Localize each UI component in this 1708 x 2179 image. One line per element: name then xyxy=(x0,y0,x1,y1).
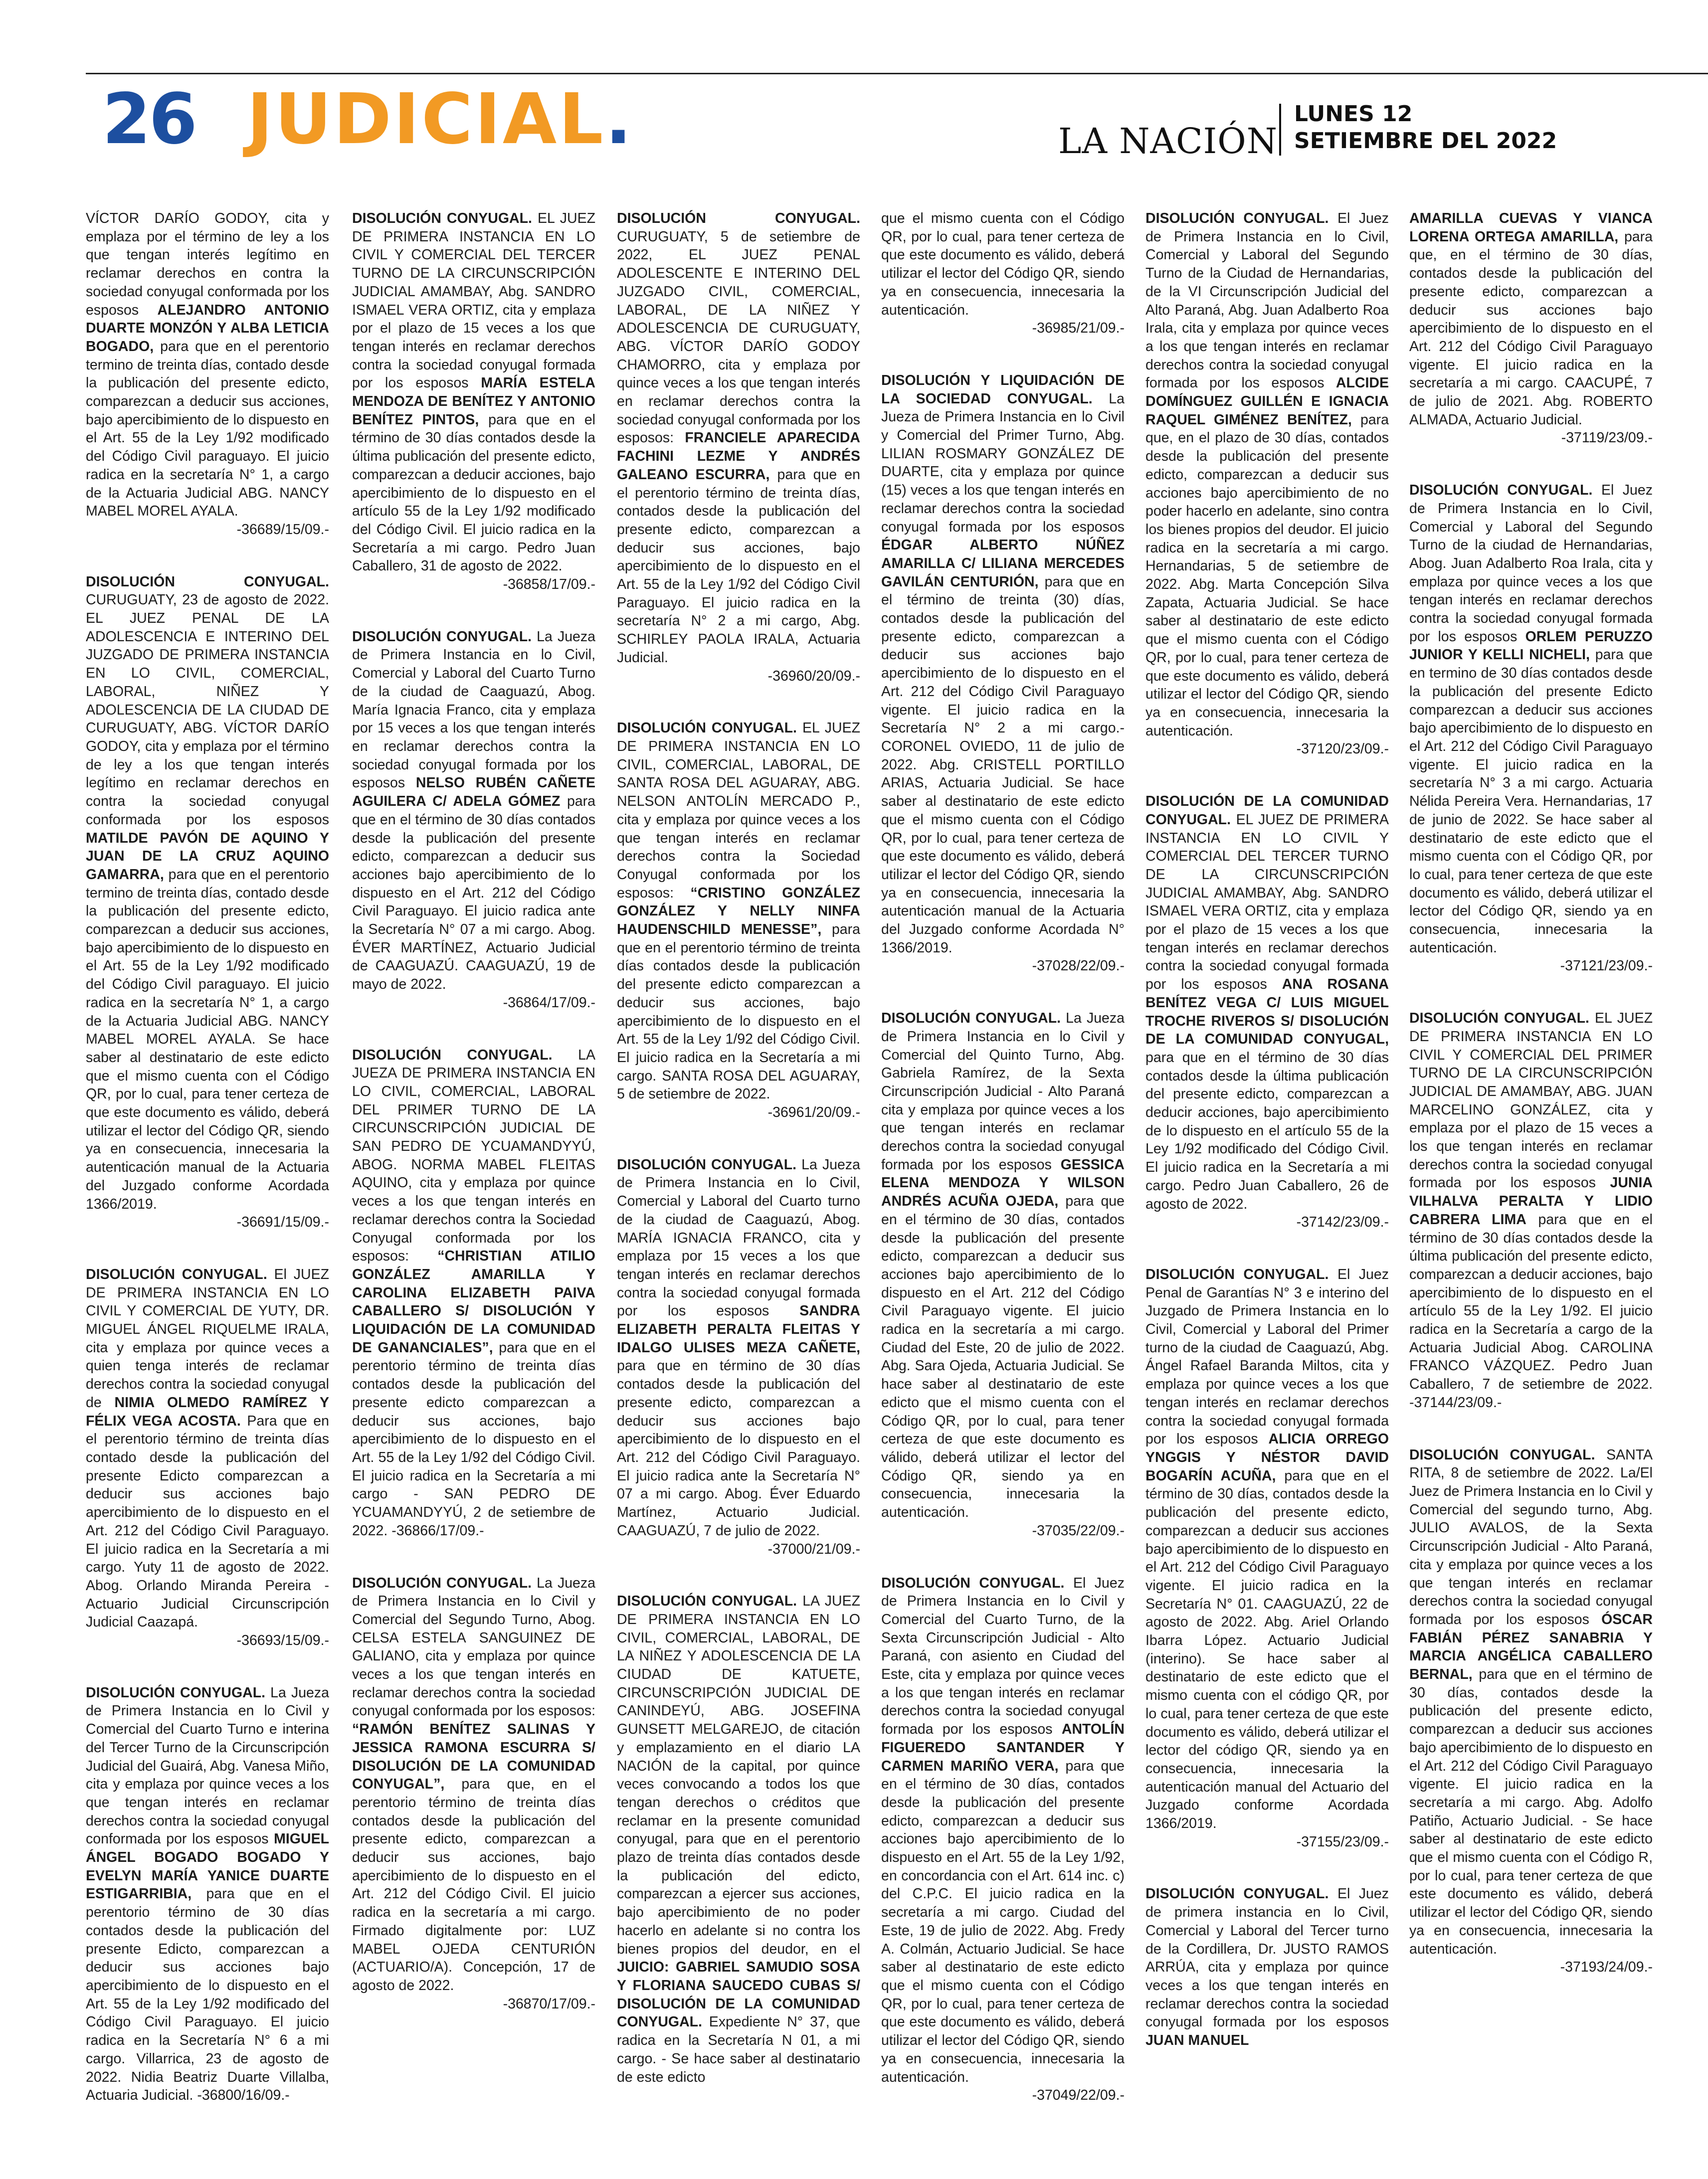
notice-body: La Jueza de Primera Instancia en lo Civil y Comercial del Primer Turno, Abg. LILIAN ROSMARY GONZÁLEZ DE DUARTE, cita y emplaza por quince (15) veces a los que tengan interés en reclamar derechos contra la sociedad conyugal formada por los esposos xyxy=(881,390,1125,535)
notice-reference: -37142/23/09.- xyxy=(1296,1214,1389,1231)
notice-text xyxy=(352,628,595,1012)
notice-reference: -37028/22/09.- xyxy=(1032,958,1125,974)
notice-reference: -36693/15/09.- xyxy=(236,1633,329,1649)
notice-body: LA JUEZA DE PRIMERA INSTANCIA EN LO CIVIL, COMERCIAL, LABORAL DEL PRIMER TURNO DE LA CIRCUNSCRIPCIÓN JUDICIAL DE SAN PEDRO DE YCUAMANDYYÚ, ABOG. NORMA MABEL FLEITAS AQUINO, cita y emplaza por quince veces a los que tengan interés en reclamar derechos contra la Sociedad Conyugal conformada por los esposos: xyxy=(352,1047,595,1265)
notice-body: para que en el perentorio termino de treinta días, contado desde la publicación del presente edicto, comparezcan a deducir sus acciones, bajo apercibimiento de lo dispuesto en el Art. 55 de la Ley 1/92 modificado del Código Civil paraguayo. El juicio radica en la secretaría N° 1, a cargo de la Actuaria Judicial ABG. NANCY MABEL MOREL AYALA. Se hace saber al destinatario de este edicto que el mismo cuenta con el Código QR, por lo cual, para tener certeza de que este documento es válido, deberá utilizar el lector del Código QR, siendo ya en consecuencia, innecesaria la autenticación manual de la Actuaria del Juzgado conforme Acordada 1366/2019. xyxy=(86,866,329,1212)
notice-party-names: DISOLUCIÓN CONYUGAL. xyxy=(1145,1266,1329,1282)
column-2 xyxy=(352,209,595,2174)
notice-party-names: DISOLUCIÓN CONYUGAL. xyxy=(1145,210,1329,226)
notice-text xyxy=(617,1156,860,1558)
notice-party-names: JUNIA VILHALVA PERALTA Y LIDIO CABRERA LIMA xyxy=(1409,1175,1653,1228)
notice-body: La Jueza de Primera Instancia en lo Civil, Comercial y Laboral del Cuarto Turno de la ciudad de Caaguazú, Abog. María Ignacia Franco, cita y emplaza por 15 veces a los que tengan interés en reclamar derechos contra la sociedad conyugal formada por los esposos xyxy=(352,628,595,791)
notice-text xyxy=(881,209,1125,338)
legal-notice xyxy=(881,209,1125,338)
notice-body: El Juez de Primera Instancia en lo Civil, Comercial y Laboral del Segundo Turno de la ciudad de Hernandarias, Abog. Juan Adalberto Roa Irala, cita y emplaza por quince veces a los que tengan interés en reclamar derechos contra la sociedad conyugal formada por los esposos xyxy=(1409,482,1653,645)
notice-body: que el mismo cuenta con el Código QR, por lo cual, para tener certeza de que este documento es válido, deberá utilizar el lector del Código QR, siendo ya en consecuencia, innecesaria la autenticación. xyxy=(881,210,1125,318)
legal-notice xyxy=(352,209,595,594)
notice-party-names: DISOLUCIÓN CONYUGAL. xyxy=(86,573,329,590)
notice-reference: -36691/15/09.- xyxy=(236,1214,329,1231)
notice-reference: -37000/21/09.- xyxy=(767,1541,860,1557)
notice-party-names: DISOLUCIÓN CONYUGAL. xyxy=(1145,1886,1329,1902)
notice-body: La Jueza de Primera Instancia en lo Civil y Comercial del Cuarto Turno e interina del Tercer Turno de la Circunscripción Judicial del Guairá, Abg. Vanesa Miño, cita y emplaza por quince veces a los que tengan interés en reclamar derechos contra la sociedad conyugal conformada por los esposos xyxy=(86,1684,329,1847)
legal-notice xyxy=(881,371,1125,975)
notice-party-names: MATILDE PAVÓN DE AQUINO Y JUAN DE LA CRUZ AQUINO GAMARRA, xyxy=(86,830,329,883)
notice-body: Para que en el perentorio término de treinta días contado desde la publicación del presente Edicto comparezcan a deducir sus acciones bajo apercibimiento de lo dispuesto en el Art. 212 del Código Civil Paraguayo. El juicio radica en la Secretaría a mi cargo. Yuty 11 de agosto de 2022. Abog. Orlando Miranda Pereira - Actuario Judicial Circunscripción Judicial Caazapá. xyxy=(86,1413,329,1631)
legal-notice xyxy=(1145,1266,1389,1851)
notice-body: La Jueza de Primera Instancia en lo Civil, Comercial y Laboral del Cuarto turno de la ciudad de Caaguazú, Abog. MARÍA IGNACIA FRANCO, cita y emplaza por 15 veces a los que tengan interés en reclamar derechos contra la sociedad conyugal formada por los esposos xyxy=(617,1156,860,1319)
notice-body: para que en el término de treinta (30) días, contados desde la publicación del presente edicto, comparezcan a deducir sus acciones bajo apercibimiento de lo dispuesto en el Art. 212 del Código Civil Paraguayo vigente. El juicio radica en la Secretaría N° 2 a mi cargo.- CORONEL OVIEDO, 11 de julio de 2022. Abg. CRISTELL PORTILLO ARIAS, Actuaria Judicial. Se hace saber al destinatario de este edicto que el mismo cuenta con el Código QR, por lo cual, para tener certeza de que este documento es válido, deberá utilizar el lector del Código QR, siendo ya en consecuencia, innecesaria la autenticación manual de la Actuaria del Juzgado conforme Acordada N° 1366/2019. xyxy=(881,573,1125,956)
notice-body: EL JUEZ DE PRIMERA INSTANCIA EN LO CIVIL, COMERCIAL, LABORAL, DE SANTA ROSA DEL AGUARAY, ABG. NELSON ANTOLÍN MERCADO P., cita y emplaza por quince veces a los que tengan interés en reclamar derechos contra la Sociedad Conyugal conformada por los esposos: xyxy=(617,720,860,901)
notice-reference: -36689/15/09.- xyxy=(236,521,329,538)
notice-body: para que, en el término de 30 días, contados desde la publicación del presente edicto, comparezcan a deducir sus acciones bajo apercibimiento de lo dispuesto en el Art. 212 del Código Civil Paraguayo vigente. El juicio radica en la secretaría a mi cargo. CAACUPÉ, 7 de julio de 2021. Abg. ROBERTO ALMADA, Actuario Judicial. xyxy=(1409,228,1653,428)
legal-notice xyxy=(617,209,860,685)
notice-body: La Jueza de Primera Instancia en lo Civil y Comercial del Segundo Turno, Abog. CELSA ESTELA SANGUINEZ DE GALIANO, cita y emplaza por quince veces a los que tengan interés en reclamar derechos contra la sociedad conyugal conformada por los esposos: xyxy=(352,1575,595,1719)
notice-body: para que en el término de 30 días contados desde la última publicación del presente edicto, comparezcan a deducir acciones, bajo apercibimiento de lo dispuesto en el artículo 55 de la Ley 1/92. El juicio radica en la Secretaría a cargo de la Actuaria Judicial Abog. CAROLINA FRANCO VÁZQUEZ. Pedro Juan Caballero, 7 de setiembre de 2022. -37144/23/09.- xyxy=(1409,1211,1653,1411)
column-6 xyxy=(1409,209,1653,2174)
notice-reference: -36960/20/09.- xyxy=(767,668,860,684)
masthead-logo: LA NACIÓN xyxy=(1058,121,1278,162)
notice-party-names: NELSO RUBÉN CAÑETE AGUILERA C/ ADELA GÓMEZ xyxy=(352,775,595,810)
legal-notice xyxy=(352,1574,595,2013)
notice-party-names: DISOLUCIÓN CONYUGAL. xyxy=(617,1156,797,1173)
notice-body: para que en el perentorio término de treinta días contados desde la publicación del presente edicto comparezcan a deducir sus acciones, bajo apercibimiento de lo dispuesto en el Art. 55 de la Ley 1/92 del Código Civil. El juicio radica en la Secretaría a mi cargo - SAN PEDRO DE YCUAMANDYYÚ, 2 de setiembre de 2022. -36866/17/09.- xyxy=(352,1339,595,1539)
legal-notice xyxy=(86,209,329,539)
issue-date xyxy=(1294,101,1557,155)
notice-text xyxy=(1145,209,1389,758)
notice-body: EL JUEZ DE PRIMERA INSTANCIA EN LO CIVIL Y COMERCIAL DEL TERCER TURNO DE LA CIRCUNSCRIPCIÓN JUDICIAL AMAMBAY, Abg. SANDRO ISMAEL VERA ORTIZ, cita y emplaza por el plazo de 15 veces a los que tengan interés en reclamar derechos contra la sociedad conyugal formada por los esposos xyxy=(1145,811,1389,993)
notice-party-names: DISOLUCIÓN CONYUGAL. xyxy=(617,720,797,736)
notice-party-names: DISOLUCIÓN CONYUGAL. xyxy=(881,1010,1061,1027)
notice-body: El Juez de Primera Instancia en lo Civil, Comercial y Laboral del Segundo Turno de la Ciudad de Hernandarias, de la VI Circunscripción Judicial del Alto Paraná, Abg. Juan Adalberto Roa Irala, cita y emplaza por quince veces a los que tengan interés en reclamar derechos contra la sociedad conyugal formada por los esposos xyxy=(1145,210,1389,391)
notice-party-names: “CRISTINO GONZÁLEZ GONZÁLEZ Y NELLY NINFA HAUDENSCHILD MENESSE”, xyxy=(617,885,860,938)
notice-text xyxy=(617,719,860,1121)
notice-body: para que en el término de 30 días contados desde la última publicación del presente edicto, comparezcan a deducir acciones, bajo apercibimiento de lo dispuesto en el artículo 55 de la Ley 1/92 modificado del Código Civil. El juicio radica en la Secretaría a mi cargo. Pedro Juan Caballero, 31 de agosto de 2022. xyxy=(352,411,595,574)
notice-reference: -36870/17/09.- xyxy=(503,1996,595,2012)
notice-body: EL JUEZ DE PRIMERA INSTANCIA EN LO CIVIL Y COMERCIAL DEL TERCER TURNO DE LA CIRCUNSCRIPCIÓN JUDICIAL AMAMBAY, Abg. SANDRO ISMAEL VERA ORTIZ, cita y emplaza por el plazo de 15 veces a los que tengan interés en reclamar derechos contra la sociedad conyugal formada por los esposos xyxy=(352,210,595,391)
notice-body: para que, en el plazo de 30 días, contados desde la publicación del presente edicto, comparezcan a deducir sus acciones bajo apercibimiento de no poder hacerlo en adelante, sino contra los bienes propios del deudor. El juicio radica en la secretaría a mi cargo. Hernandarias, 5 de setiembre de 2022. Abg. Marta Concepción Silva Zapata, Actuaria Judicial. Se hace saber al destinatario de este edicto que el mismo cuenta con el Código QR, por lo cual, para tener certeza de que este documento es válido, deberá utilizar el lector del Código QR, siendo ya en consecuencia, innecesaria la autenticación. xyxy=(1145,411,1389,739)
notice-body: CURUGUATY, 5 de setiembre de 2022, EL JUEZ PENAL ADOLESCENTE E INTERINO DEL JUZGADO CIVIL, COMERCIAL, LABORAL, DE LA NIÑEZ Y ADOLESCENCIA DE CURUGUATY, ABG. VÍCTOR DARÍO GODOY CHAMORRO, cita y emplaza por quince veces a los que tengan interés en reclamar derechos contra la sociedad conyugal conformada por los esposos: xyxy=(617,228,860,446)
legal-notice xyxy=(881,1574,1125,2105)
notice-text xyxy=(86,209,329,539)
column-5 xyxy=(1145,209,1389,2174)
legal-notice xyxy=(86,1266,329,1650)
notice-body: EL JUEZ DE PRIMERA INSTANCIA EN LO CIVIL Y COMERCIAL DEL PRIMER TURNO DE LA CIRCUNSCRIPCIÓN JUDICIAL DE AMAMBAY, ABG. JUAN MARCELINO GONZÁLEZ, cita y emplaza por el plazo de 15 veces a los que tengan interés en reclamar derechos contra la sociedad conyugal formada por los esposos xyxy=(1409,1010,1653,1191)
notice-body: VÍCTOR DARÍO GODOY, cita y emplaza por el término de ley a los que tengan interés legítimo en reclamar derechos en contra la sociedad conyugal conformada por los esposos xyxy=(86,210,329,318)
notice-reference: -37121/23/09.- xyxy=(1560,958,1653,974)
notice-text xyxy=(1409,481,1653,975)
legal-notice xyxy=(352,628,595,1012)
notice-party-names: JUICIO: GABRIEL SAMUDIO SOSA Y FLORIANA SAUCEDO CUBAS S/ DISOLUCIÓN DE LA COMUNIDAD CONYUGAL. xyxy=(617,1959,860,2030)
notice-body: para que en el término de 30 días, contados desde la publicación del presente edicto, comparezcan a deducir sus acciones bajo apercibimiento de lo dispuesto en el Art. 212 del Código Civil Paraguayo vigente. El juicio radica en la Secretaría N° 01. CAAGUAZÚ, 22 de agosto de 2022. Abg. Ariel Orlando Ibarra López. Actuario Judicial (interino). Se hace saber al destinatario de este edicto que el mismo cuenta con el código QR, por lo cual, para tener certeza de que este documento es válido, deberá utilizar el lector del código QR, siendo ya en consecuencia, innecesaria la autenticación manual del Actuario del Juzgado conforme Acordada 1366/2019. xyxy=(1145,1467,1389,1832)
page-number: 26 xyxy=(102,79,195,160)
notice-party-names: DISOLUCIÓN CONYUGAL. xyxy=(1409,1010,1589,1027)
notice-party-names: ANA ROSANA BENÍTEZ VEGA C/ LUIS MIGUEL TROCHE RIVEROS S/ DISOLUCIÓN DE LA COMUNIDAD CONYUGAL, xyxy=(1145,976,1389,1048)
notice-party-names: DISOLUCIÓN DE LA COMUNIDAD CONYUGAL. xyxy=(1145,793,1389,828)
notice-party-names: DISOLUCIÓN CONYUGAL. xyxy=(86,1266,267,1282)
notice-text xyxy=(881,371,1125,975)
notice-party-names: FRANCIELE APARECIDA FACHINI LEZME Y ANDRÉS GALEANO ESCURRA, xyxy=(617,430,860,483)
notice-text xyxy=(617,209,860,685)
notice-body: para que en el perentorio término de 30 días contados desde la publicación del presente Edicto, comparezcan a deducir sus acciones bajo apercibimiento de lo dispuesto en el Art. 55 de la Ley 1/92 modificado del Código Civil Paraguayo. El juicio radica en la Secretaría N° 6 a mi cargo. Villarrica, 23 de agosto de 2022. Nidia Beatriz Duarte Villalba, Actuaria Judicial. -36800/16/09.- xyxy=(86,1886,329,2104)
notice-body: El Juez Penal de Garantías N° 3 e interino del Juzgado de Primera Instancia en lo Civil, Comercial y Laboral del Primer turno de la ciudad de Caaguazú, Abg. Ángel Rafael Baranda Miltos, cita y emplaza por quince veces a los que tengan interés en reclamar derechos contra la sociedad conyugal formada por los esposos xyxy=(1145,1266,1389,1448)
notice-party-names: ORLEM PERUZZO JUNIOR Y KELLI NICHELI, xyxy=(1409,628,1653,663)
notice-text xyxy=(86,1266,329,1650)
notice-reference: -37155/23/09.- xyxy=(1296,1833,1389,1850)
notice-party-names: DISOLUCIÓN CONYUGAL. xyxy=(352,1575,532,1591)
notice-party-names: ALICIA ORREGO YNGGIS Y NÉSTOR DAVID BOGARÍN ACUÑA, xyxy=(1145,1431,1389,1484)
notice-reference: -36961/20/09.- xyxy=(767,1104,860,1121)
notice-text xyxy=(352,1046,595,1540)
notice-reference: -37035/22/09.- xyxy=(1032,1522,1125,1539)
notice-text xyxy=(1409,1446,1653,1977)
notice-reference: -37049/22/09.- xyxy=(1032,2087,1125,2104)
legal-notice xyxy=(1409,1446,1653,1977)
notice-body: para que en el perentorio término de treinta días, contados desde la publicación del presente edicto, comparezcan a deducir sus acciones, bajo apercibimiento de lo dispuesto en el Art. 55 de la Ley 1/92 del Código Civil Paraguayo. El juicio radica en la secretaría N° 2 a mi cargo, Abg. SCHIRLEY PAOLA IRALA, Actuaria Judicial. xyxy=(617,466,860,666)
notice-party-names: DISOLUCIÓN CONYUGAL. xyxy=(881,1575,1065,1591)
notice-party-names: JUAN MANUEL xyxy=(1145,2032,1249,2049)
notice-party-names: ÉDGAR ALBERTO NÚÑEZ AMARILLA C/ LILIANA MERCEDES GAVILÁN CENTURIÓN, xyxy=(881,537,1125,590)
notice-body: para que en el término de 30 días, contados desde la publicación del presente edicto, comparezcan a deducir sus acciones bajo apercibimiento de lo dispuesto en el Art. 212 del Código Civil Paraguayo vigente. El juicio radica en la secretaría a mi cargo. Ciudad del Este, 20 de julio de 2022. Abg. Sara Ojeda, Actuaria Judicial. Se hace saber al destinatario de este edicto que el mismo cuenta con el Código QR, por lo cual, para tener certeza de que este documento es válido, deberá utilizar el lector del Código QR, siendo ya en consecuencia, innecesaria la autenticación. xyxy=(881,1193,1125,1521)
notice-body: para que en el perentorio termino de treinta días, contado desde la publicación del presente edicto, comparezcan a deducir sus acciones, bajo apercibimiento de lo dispuesto en el Art. 55 de la Ley 1/92 modificado del Código Civil paraguayo. El juicio radica en la secretaría N° 1, a cargo de la Actuaria Judicial ABG. NANCY MABEL MOREL AYALA. xyxy=(86,338,329,520)
notice-text xyxy=(1145,792,1389,1232)
notice-party-names: DISOLUCIÓN CONYUGAL. xyxy=(352,628,532,645)
notice-party-names: DISOLUCIÓN Y LIQUIDACIÓN DE LA SOCIEDAD CONYUGAL. xyxy=(881,372,1125,407)
notice-party-names: ÓSCAR FABIÁN PÉREZ SANABRIA Y MARCIA ANGÉLICA CABALLERO BERNAL, xyxy=(1409,1611,1653,1683)
legal-notice xyxy=(1409,1009,1653,1412)
column-1 xyxy=(86,209,329,2174)
notice-body: para que, en el perentorio término de treinta días contados desde la publicación del presente edicto, comparezcan a deducir sus acciones, bajo apercibimiento de lo dispuesto en el Art. 212 del Código Civil. El juicio radica en la secretaría a mi cargo. Firmado digitalmente por: LUZ MABEL OJEDA CENTURIÓN (ACTUARIO/A). Concepción, 17 de agosto de 2022. xyxy=(352,1776,595,1994)
notice-body: Expediente N° 37, que radica en la Secretaría N 01, a mi cargo. - Se hace saber al destinatario de este edicto xyxy=(617,2014,860,2085)
notice-reference: -36864/17/09.- xyxy=(503,994,595,1011)
notice-body: CURUGUATY, 23 de agosto de 2022. EL JUEZ PENAL DE LA ADOLESCENCIA E INTERINO DEL JUZGADO DE PRIMERA INSTANCIA EN LO CIVIL, COMERCIAL, LABORAL, NIÑEZ Y ADOLESCENCIA DE LA CIUDAD DE CURUGUATY, ABG. VÍCTOR DARÍO GODOY, cita y emplaza por el término de ley a los que tengan interés legítimo en reclamar derechos en contra la sociedad conyugal conformada por los esposos xyxy=(86,592,329,828)
notice-party-names: DISOLUCIÓN CONYUGAL. xyxy=(617,1593,797,1610)
notice-reference: -36985/21/09.- xyxy=(1032,320,1125,337)
notice-body: para que en el término de 30 días, contados desde la publicación del presente edicto, comparezcan a deducir sus acciones bajo apercibimiento de lo dispuesto en el Art. 212 del Código Civil Paraguayo vigente. El juicio radica en la secretaría a mi cargo. Abg. Adolfo Patiño, Actuario Judicial. - Se hace saber al destinatario de este edicto que el mismo cuenta con el Código R, por lo cual, para tener certeza de que este documento es válido, deberá utilizar el lector del Código QR, siendo ya en consecuencia, innecesaria la autenticación. xyxy=(1409,1666,1653,1957)
notice-body: El Juez de Primera Instancia en lo Civil y Comercial del Cuarto Turno, de la Sexta Circunscripción Judicial - Alto Paraná, con asiento en Ciudad del Este, cita y emplaza por quince veces a los que tengan interés en reclamar derechos contra la sociedad conyugal formada por los esposos xyxy=(881,1575,1125,1738)
notice-text xyxy=(881,1009,1125,1540)
legal-notice xyxy=(1409,481,1653,975)
notice-text xyxy=(86,1684,329,2105)
top-rule xyxy=(86,73,1708,74)
section-name: JUDICIAL xyxy=(247,79,605,160)
notice-body: para que en termino de 30 días contados desde la publicación del presente Edicto comparezcan a deducir sus acciones bajo apercibimiento de lo dispuesto en el Art. 212 del Código Civil Paraguayo vigente. El juicio radica en la secretaría N° 3 a mi cargo. Actuaria Nélida Pereira Vera. Hernandarias, 17 de junio de 2022. Se hace saber al destinatario de este edicto que el mismo cuenta con el Código QR, por lo cual, para tener certeza de que este documento es válido, deberá utilizar el lector del Código QR, siendo ya en consecuencia, innecesaria la autenticación. xyxy=(1409,647,1653,956)
notice-party-names: DISOLUCIÓN CONYUGAL. xyxy=(1409,1447,1595,1463)
legal-notice xyxy=(617,1156,860,1558)
notice-body: LA JUEZ DE PRIMERA INSTANCIA EN LO CIVIL, COMERCIAL, LABORAL, DE LA NIÑEZ Y ADOLESCENCIA DE LA CIUDAD DE KATUETE, CIRCUNSCRIPCIÓN JUDICIAL DE CANINDEYÚ, ABG. JOSEFINA GUNSETT MELGAREJO, de citación y emplazamiento en el diario LA NACIÓN de la capital, por quince veces convocando a todos los que tengan derechos o créditos que reclamar en la presente comunidad conyugal, para que en el perentorio plazo de treinta días contados desde la publicación del edicto, comparezcan a ejercer sus acciones, bajo apercibimiento de no poder hacerlo en adelante si no contra los bienes propios del deudor, en el xyxy=(617,1593,860,1957)
notice-party-names: GESSICA ELENA MENDOZA Y WILSON ANDRÉS ACUÑA OJEDA, xyxy=(881,1156,1125,1210)
notice-text xyxy=(352,1574,595,2013)
notice-reference: -36858/17/09.- xyxy=(503,576,595,593)
notice-body: para que en término de 30 días contados desde la publicación del presente edicto, comparezcan a deducir sus acciones bajo apercibimiento de lo dispuesto en el Art. 212 del Código Civil Paraguayo. El juicio radica ante la Secretaría N° 07 a mi cargo. Abog. Éver Eduardo Martínez, Actuario Judicial. CAAGUAZÚ, 7 de julio de 2022. xyxy=(617,1358,860,1539)
notice-body: El Juez de primera instancia en lo Civil, Comercial y Laboral del Tercer turno de la Cordillera, Dr. JUSTO RAMOS ARRÚA, cita y emplaza por quince veces a los que tengan interés en reclamar derechos contra la sociedad conyugal formada por los esposos xyxy=(1145,1886,1389,2030)
legal-notice xyxy=(86,573,329,1232)
notice-party-names: DISOLUCIÓN CONYUGAL. xyxy=(86,1684,266,1701)
notice-party-names: ANTOLÍN FIGUEREDO SANTANDER Y CARMEN MARIÑO VERA, xyxy=(881,1721,1125,1774)
notice-party-names: SANDRA ELIZABETH PERALTA FLEITAS Y IDALGO ULISES MEZA CAÑETE, xyxy=(617,1303,860,1356)
notice-party-names: NIMIA OLMEDO RAMÍREZ Y FÉLIX VEGA ACOSTA. xyxy=(86,1394,329,1429)
notice-party-names: MARÍA ESTELA MENDOZA DE BENÍTEZ Y ANTONIO BENÍTEZ PINTOS, xyxy=(352,375,595,428)
legal-notice xyxy=(1145,1885,1389,2049)
notice-reference: -37119/23/09.- xyxy=(1561,430,1653,446)
legal-notice xyxy=(617,719,860,1121)
section-dot: . xyxy=(605,79,634,160)
masthead-divider xyxy=(1279,104,1281,156)
notice-text xyxy=(1409,209,1653,447)
notice-text xyxy=(86,573,329,1232)
notice-party-names: ALCIDE DOMÍNGUEZ GUILLÉN E IGNACIA RAQUEL GIMÉNEZ BENÍTEZ, xyxy=(1145,375,1389,428)
notice-text xyxy=(1409,1009,1653,1412)
legal-notice xyxy=(1409,209,1653,447)
notice-party-names: “CHRISTIAN ATILIO GONZÁLEZ AMARILLA Y CAROLINA ELIZABETH PAIVA CABALLERO S/ DISOLUCIÓN Y LIQUIDACIÓN DE LA COMUNIDAD DE GANANCIALES”, xyxy=(352,1248,595,1356)
legal-notice xyxy=(352,1046,595,1540)
notice-text xyxy=(1145,1885,1389,2049)
notice-party-names: “RAMÓN BENÍTEZ SALINAS Y JESSICA RAMONA ESCURRA S/ DISOLUCIÓN DE LA COMUNIDAD CONYUGAL”, xyxy=(352,1721,595,1793)
legal-notice xyxy=(1145,209,1389,758)
notice-party-names: DISOLUCIÓN CONYUGAL. xyxy=(617,210,860,226)
notice-text xyxy=(617,1592,860,2086)
notice-party-names: DISOLUCIÓN CONYUGAL. xyxy=(352,210,532,226)
notice-body: La Jueza de Primera Instancia en lo Civil y Comercial del Quinto Turno, Abg. Gabriela Ramírez, de la Sexta Circunscripción Judicial - Alto Paraná cita y emplaza por quince veces a los que tengan interés en reclamar derechos contra la sociedad conyugal formada por los esposos xyxy=(881,1010,1125,1173)
notice-body: El JUEZ DE PRIMERA INSTANCIA EN LO CIVIL Y COMERCIAL DE YUTY, DR. MIGUEL ÁNGEL RIQUELME IRALA, cita y emplaza por quince veces a quien tenga interés de reclamar derechos contra la sociedad conyugal de xyxy=(86,1266,329,1411)
issue-date-day: LUNES 12 xyxy=(1294,101,1413,127)
notice-body: para que en el término de 30 días contados desde la publicación del presente edicto, comparezcan a deducir sus acciones bajo apercibimiento de lo dispuesto en el Art. 212 del Código Civil Paraguayo. El juicio radica ante la Secretaría N° 07 a mi cargo. Abog. ÉVER MARTÍNEZ, Actuario Judicial de CAAGUAZÚ. CAAGUAZÚ, 19 de mayo de 2022. xyxy=(352,793,595,993)
notice-party-names: AMARILLA CUEVAS Y VIANCA LORENA ORTEGA AMARILLA, xyxy=(1409,210,1653,245)
notice-party-names: DISOLUCIÓN CONYUGAL. xyxy=(352,1047,553,1063)
column-3 xyxy=(617,209,860,2174)
notice-body: para que en el perentorio término de treinta días contados desde la publicación del presente edicto comparezcan a deducir sus acciones, bajo apercibimiento de lo dispuesto en el Art. 55 de la Ley 1/92 del Código Civil. El juicio radica en la Secretaría a mi cargo. SANTA ROSA DEL AGUARAY, 5 de setiembre de 2022. xyxy=(617,921,860,1102)
notice-party-names: ALEJANDRO ANTONIO DUARTE MONZÓN Y ALBA LETICIA BOGADO, xyxy=(86,302,329,355)
legal-notice xyxy=(617,1592,860,2086)
legal-notice xyxy=(86,1684,329,2105)
legal-notice xyxy=(1145,792,1389,1232)
notice-body: SANTA RITA, 8 de setiembre de 2022. La/El Juez de Primera Instancia en lo Civil y Comercial del segundo turno, Abg. JULIO AVALOS, de la Sexta Circunscripción Judicial - Alto Paraná, cita y emplaza por quince veces a los que tengan interés en reclamar derechos contra la sociedad conyugal formada por los esposos xyxy=(1409,1447,1653,1628)
notice-reference: -37193/24/09.- xyxy=(1560,1959,1653,1976)
notice-text xyxy=(881,1574,1125,2105)
issue-date-month: SETIEMBRE DEL 2022 xyxy=(1294,128,1557,154)
notice-body: para que en el término de 30 días contados desde la última publicación del presente edicto, comparezcan a deducir acciones, bajo apercibimiento de lo dispuesto en el artículo 55 de la Ley 1/92 modificado del Código Civil. El juicio radica en la Secretaría a mi cargo. Pedro Juan Caballero, 26 de agosto de 2022. xyxy=(1145,1049,1389,1212)
notice-party-names: MIGUEL ÁNGEL BOGADO BOGADO Y EVELYN MARÍA YANICE DUARTE ESTIGARRIBIA, xyxy=(86,1831,329,1902)
notice-text xyxy=(1145,1266,1389,1851)
notice-text xyxy=(352,209,595,594)
notice-reference: -37120/23/09.- xyxy=(1296,741,1389,757)
notice-party-names: DISOLUCIÓN CONYUGAL. xyxy=(1409,482,1593,499)
legal-notice xyxy=(881,1009,1125,1540)
section-title xyxy=(247,79,634,160)
notice-body: para que en el término de 30 días, contados desde la publicación del presente edicto, comparezcan a deducir sus acciones bajo apercibimiento de lo dispuesto en el Art. 55 de la Ley 1/92, en concordancia con el Art. 614 inc. c) del C.P.C. El juicio radica en la secretaría a mi cargo. Ciudad del Este, 19 de julio de 2022. Abg. Fredy A. Colmán, Actuario Judicial. Se hace saber al destinatario de este edicto que el mismo cuenta con el Código QR, por lo cual, para tener certeza de que este documento es válido, deberá utilizar el lector del Código QR, siendo ya en consecuencia, innecesaria la autenticación. xyxy=(881,1758,1125,2085)
column-4 xyxy=(881,209,1125,2174)
